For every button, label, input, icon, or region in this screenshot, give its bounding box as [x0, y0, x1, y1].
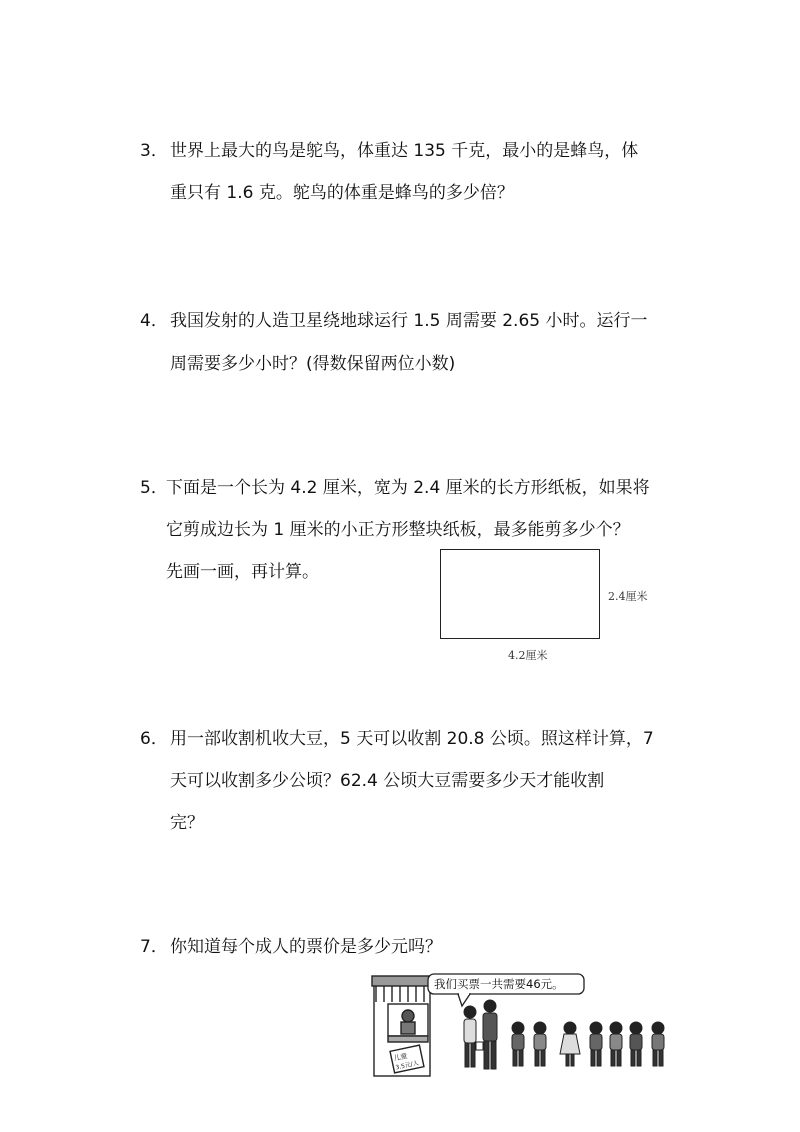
- ticket-queue-illustration: [370, 972, 680, 1078]
- q6-line1: 用一部收割机收大豆，5 天可以收割 20.8 公顷。照这样计算，7: [170, 729, 654, 749]
- q5-line3: 先画一画，再计算。: [166, 562, 319, 582]
- q6-number: 6．: [140, 729, 168, 749]
- q5-line2: 它剪成边长为 1 厘米的小正方形整块纸板，最多能剪多少个？: [166, 520, 630, 540]
- rectangle-width-label: 2.4厘米: [608, 590, 648, 603]
- q3-line2: 重只有 1.6 克。鸵鸟的体重是蜂鸟的多少倍？: [170, 183, 514, 203]
- q7-line1: 你知道每个成人的票价是多少元吗？: [170, 937, 442, 957]
- rectangle-figure: [440, 549, 600, 639]
- speech-text: 我们买票一共需要46元。: [434, 977, 564, 991]
- ticket-booth-scene: [370, 972, 680, 1078]
- booth-sign-line2: 3.5元/人: [394, 1059, 420, 1072]
- q4-line1: 我国发射的人造卫星绕地球运行 1.5 周需要 2.65 小时。运行一: [170, 311, 648, 331]
- q7-number: 7．: [140, 937, 168, 957]
- q4-number: 4．: [140, 311, 168, 331]
- q5-number: 5．: [140, 478, 168, 498]
- q4-line2: 周需要多少小时？(得数保留两位小数): [170, 354, 456, 374]
- rectangle-length-label: 4.2厘米: [508, 649, 548, 662]
- adult-figures: [464, 1000, 497, 1069]
- booth-sign-line1: 儿童: [392, 1051, 409, 1063]
- child-figures: [512, 1022, 664, 1066]
- q6-line2: 天可以收割多少公顷？62.4 公顷大豆需要多少天才能收割: [170, 771, 605, 791]
- q3-line1: 世界上最大的鸟是鸵鸟，体重达 135 千克，最小的是蜂鸟，体: [170, 141, 639, 161]
- q3-number: 3．: [140, 141, 168, 161]
- q5-line1: 下面是一个长为 4.2 厘米，宽为 2.4 厘米的长方形纸板，如果将: [166, 478, 650, 498]
- q6-line3: 完？: [170, 813, 204, 833]
